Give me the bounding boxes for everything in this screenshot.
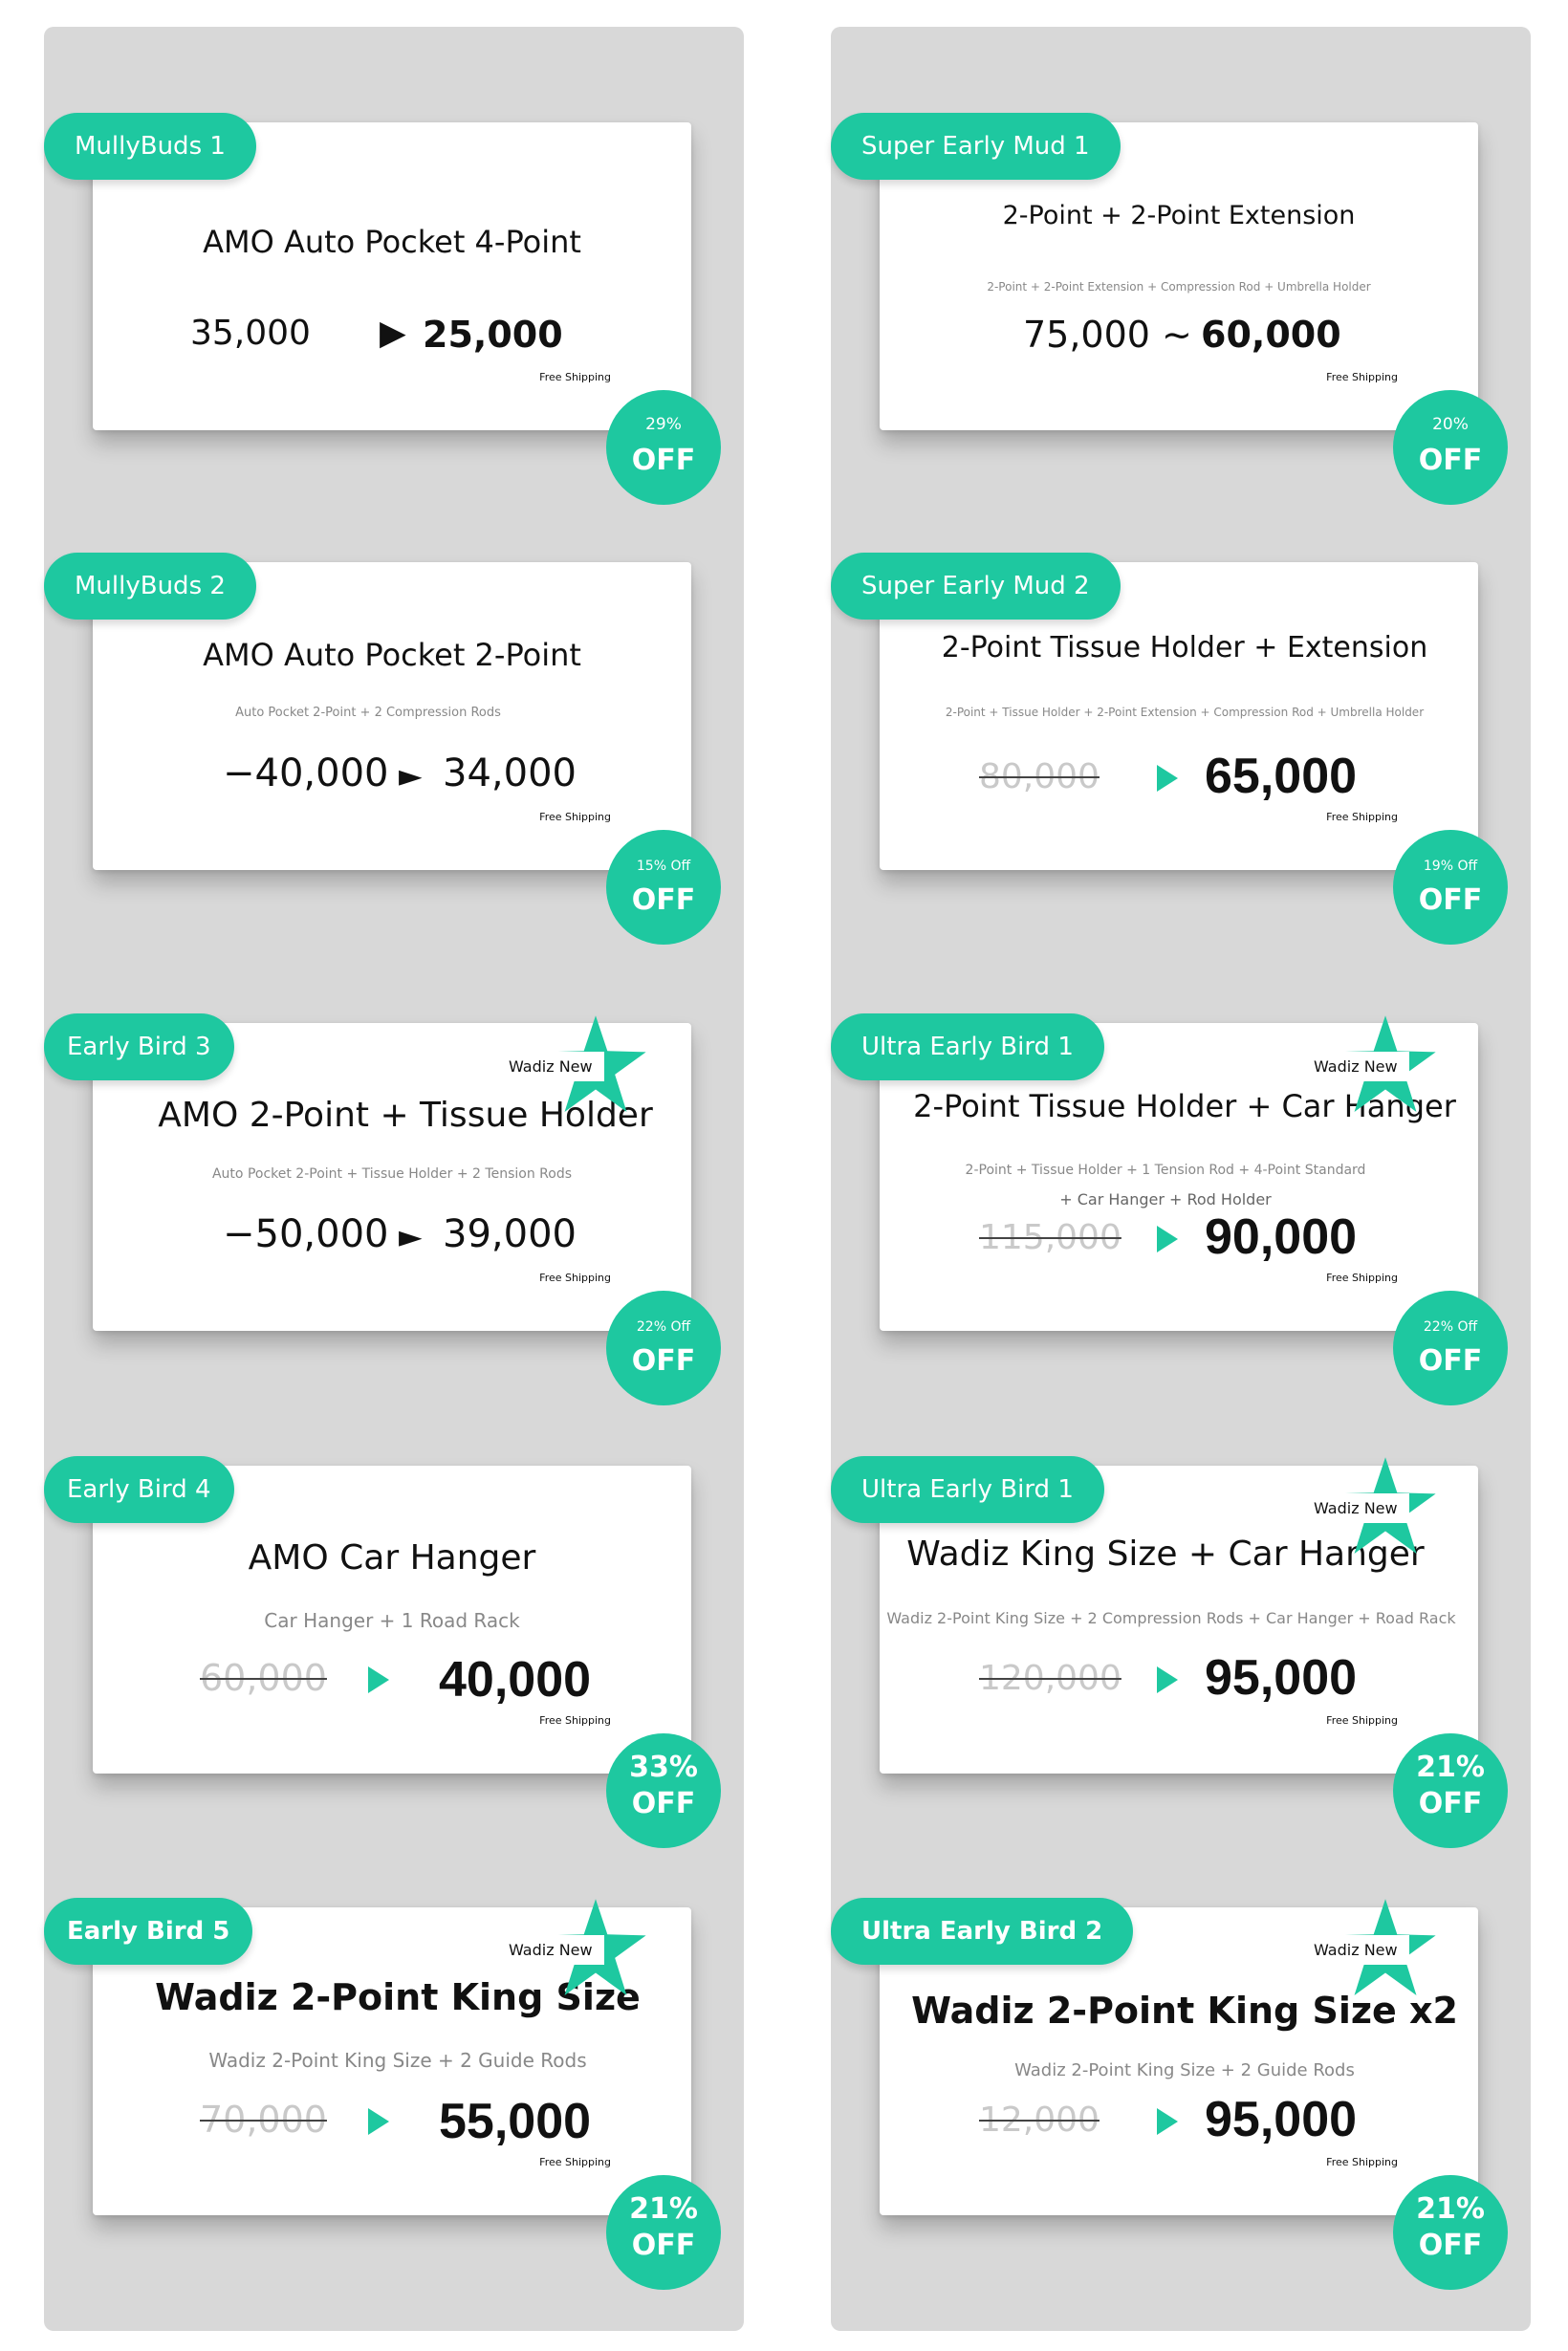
price-row [93, 751, 691, 809]
offer-subtitle: Car Hanger + 1 Road Rack [264, 1609, 520, 1632]
offer-block [831, 1370, 1531, 1820]
offer-block [831, 927, 1531, 1378]
arrow-icon [1157, 2108, 1178, 2135]
offer-title: AMO Auto Pocket 4-Point [203, 224, 581, 260]
discount-percent: 29% [645, 415, 682, 434]
offer-title: Wadiz King Size + Car Hanger [906, 1535, 1425, 1574]
offer-subtitle: Wadiz 2-Point King Size + 2 Guide Rods [208, 2049, 587, 2072]
shipping-note: Free Shipping [539, 811, 611, 823]
shipping-note: Free Shipping [1326, 1714, 1398, 1727]
offer-subtitle: Wadiz 2-Point King Size + 2 Compression Rods + Car Hanger + Road Rack [886, 1609, 1456, 1627]
price-row [880, 1209, 1478, 1270]
discount-off: OFF [631, 883, 696, 917]
tier-tag: MullyBuds 2 [44, 553, 256, 620]
price-to: 95,000 [1205, 2092, 1358, 2147]
tier-tag: Super Early Mud 2 [831, 553, 1121, 620]
arrow-icon [1157, 1666, 1178, 1693]
discount-off: OFF [1418, 444, 1483, 477]
discount-percent: 15% Off [636, 859, 691, 874]
offer-block [831, 1812, 1531, 2262]
shipping-note: Free Shipping [1326, 2156, 1398, 2168]
offer-title: Wadiz 2-Point King Size [155, 1976, 641, 2018]
discount-off: OFF [631, 1787, 696, 1820]
offer-title: AMO Car Hanger [248, 1538, 536, 1578]
shipping-note: Free Shipping [1326, 811, 1398, 823]
price-from: 120,000 [979, 1659, 1122, 1698]
price-row [880, 751, 1478, 809]
arrow-icon [1157, 765, 1178, 792]
price-to: 90,000 [1205, 1209, 1358, 1265]
discount-percent: 33% [629, 1751, 698, 1784]
discount-badge [606, 2175, 721, 2290]
price-to: 60,000 [1201, 314, 1341, 356]
price-row [93, 1653, 691, 1710]
discount-percent: 19% Off [1423, 859, 1478, 874]
arrow-icon: ► [399, 1218, 423, 1254]
price-row [880, 314, 1478, 371]
discount-percent: 21% [1416, 2192, 1485, 2226]
offer-block [44, 467, 744, 917]
arrow-icon: ► [399, 757, 423, 794]
discount-off: OFF [631, 2229, 696, 2262]
discount-off: OFF [1418, 1787, 1483, 1820]
price-from: −40,000 [223, 751, 389, 795]
price-row [93, 314, 691, 371]
arrow-icon [1157, 1226, 1178, 1252]
price-from: 12,000 [979, 2101, 1100, 2140]
discount-off: OFF [1418, 1344, 1483, 1378]
offer-title: 2-Point Tissue Holder + Extension [941, 631, 1428, 664]
offer-block [44, 1370, 744, 1820]
shipping-note: Free Shipping [539, 1272, 611, 1284]
price-to: 34,000 [443, 751, 577, 795]
price-to: 55,000 [439, 2094, 592, 2149]
shipping-note: Free Shipping [1326, 371, 1398, 383]
price-to: 25,000 [423, 314, 563, 356]
offer-block [831, 467, 1531, 917]
tier-tag: Early Bird 3 [44, 1013, 234, 1080]
tier-tag: Ultra Early Bird 1 [831, 1456, 1104, 1523]
price-row [93, 1212, 691, 1270]
discount-off: OFF [631, 444, 696, 477]
shipping-note: Free Shipping [539, 2156, 611, 2168]
offer-title: 2-Point Tissue Holder + Car Hanger [913, 1088, 1456, 1124]
price-from: 115,000 [979, 1218, 1122, 1257]
price-from: 75,000 ~ [1023, 314, 1192, 356]
discount-off: OFF [1418, 2229, 1483, 2262]
price-from: 80,000 [979, 757, 1100, 796]
discount-percent: 22% Off [1423, 1319, 1478, 1335]
discount-percent: 21% [629, 2192, 698, 2226]
offer-subtitle: 2-Point + 2-Point Extension + Compression Rod + Umbrella Holder [987, 280, 1371, 294]
price-to: 95,000 [1205, 1650, 1358, 1706]
arrow-icon: ▶ [380, 314, 406, 353]
shipping-note: Free Shipping [1326, 1272, 1398, 1284]
offer-subtitle: 2-Point + Tissue Holder + 1 Tension Rod + 4-Point Standard [965, 1163, 1366, 1178]
discount-off: OFF [1418, 883, 1483, 917]
price-from: 60,000 [200, 1657, 327, 1699]
offer-block [831, 27, 1531, 477]
arrow-icon [368, 2108, 389, 2135]
offer-subtitle: Wadiz 2-Point King Size + 2 Guide Rods [1014, 2060, 1355, 2080]
offer-subtitle: Auto Pocket 2-Point + 2 Compression Rods [235, 706, 501, 720]
new-badge: Wadiz New [1302, 1935, 1409, 1965]
tier-tag: Super Early Mud 1 [831, 113, 1121, 180]
offer-title: AMO Auto Pocket 2-Point [203, 637, 581, 673]
tier-tag: MullyBuds 1 [44, 113, 256, 180]
new-badge: Wadiz New [1302, 1493, 1409, 1523]
new-badge: Wadiz New [1302, 1052, 1409, 1081]
price-row [880, 1650, 1478, 1710]
price-from: −50,000 [223, 1212, 389, 1256]
price-to: 40,000 [439, 1652, 592, 1708]
offer-subtitle-line2: + Car Hanger + Rod Holder [1059, 1190, 1272, 1208]
price-row [93, 2095, 691, 2152]
tier-tag: Early Bird 5 [44, 1898, 252, 1965]
shipping-note: Free Shipping [539, 371, 611, 383]
new-badge: Wadiz New [497, 1052, 604, 1081]
offer-title: AMO 2-Point + Tissue Holder [158, 1096, 653, 1135]
discount-off: OFF [631, 1344, 696, 1378]
tier-tag: Ultra Early Bird 1 [831, 1013, 1104, 1080]
shipping-note: Free Shipping [539, 1714, 611, 1727]
discount-percent: 21% [1416, 1751, 1485, 1784]
price-row [880, 2092, 1478, 2152]
offer-block [44, 927, 744, 1378]
offer-title: 2-Point + 2-Point Extension [1002, 201, 1356, 230]
price-from: 35,000 [190, 314, 311, 353]
price-from: 70,000 [200, 2099, 327, 2141]
arrow-icon [368, 1666, 389, 1693]
discount-percent: 22% Off [636, 1319, 691, 1335]
price-to: 65,000 [1205, 749, 1358, 804]
discount-badge [1393, 2175, 1508, 2290]
offer-subtitle: Auto Pocket 2-Point + Tissue Holder + 2 Tension Rods [211, 1166, 572, 1182]
offer-block [44, 1812, 744, 2262]
tier-tag: Early Bird 4 [44, 1456, 234, 1523]
price-to: 39,000 [443, 1212, 577, 1256]
tier-tag: Ultra Early Bird 2 [831, 1898, 1133, 1965]
new-badge: Wadiz New [497, 1935, 604, 1965]
offer-title: Wadiz 2-Point King Size x2 [911, 1990, 1458, 2032]
discount-percent: 20% [1432, 415, 1469, 434]
offer-block [44, 27, 744, 477]
offer-subtitle: 2-Point + Tissue Holder + 2-Point Extension + Compression Rod + Umbrella Holder [945, 706, 1425, 719]
